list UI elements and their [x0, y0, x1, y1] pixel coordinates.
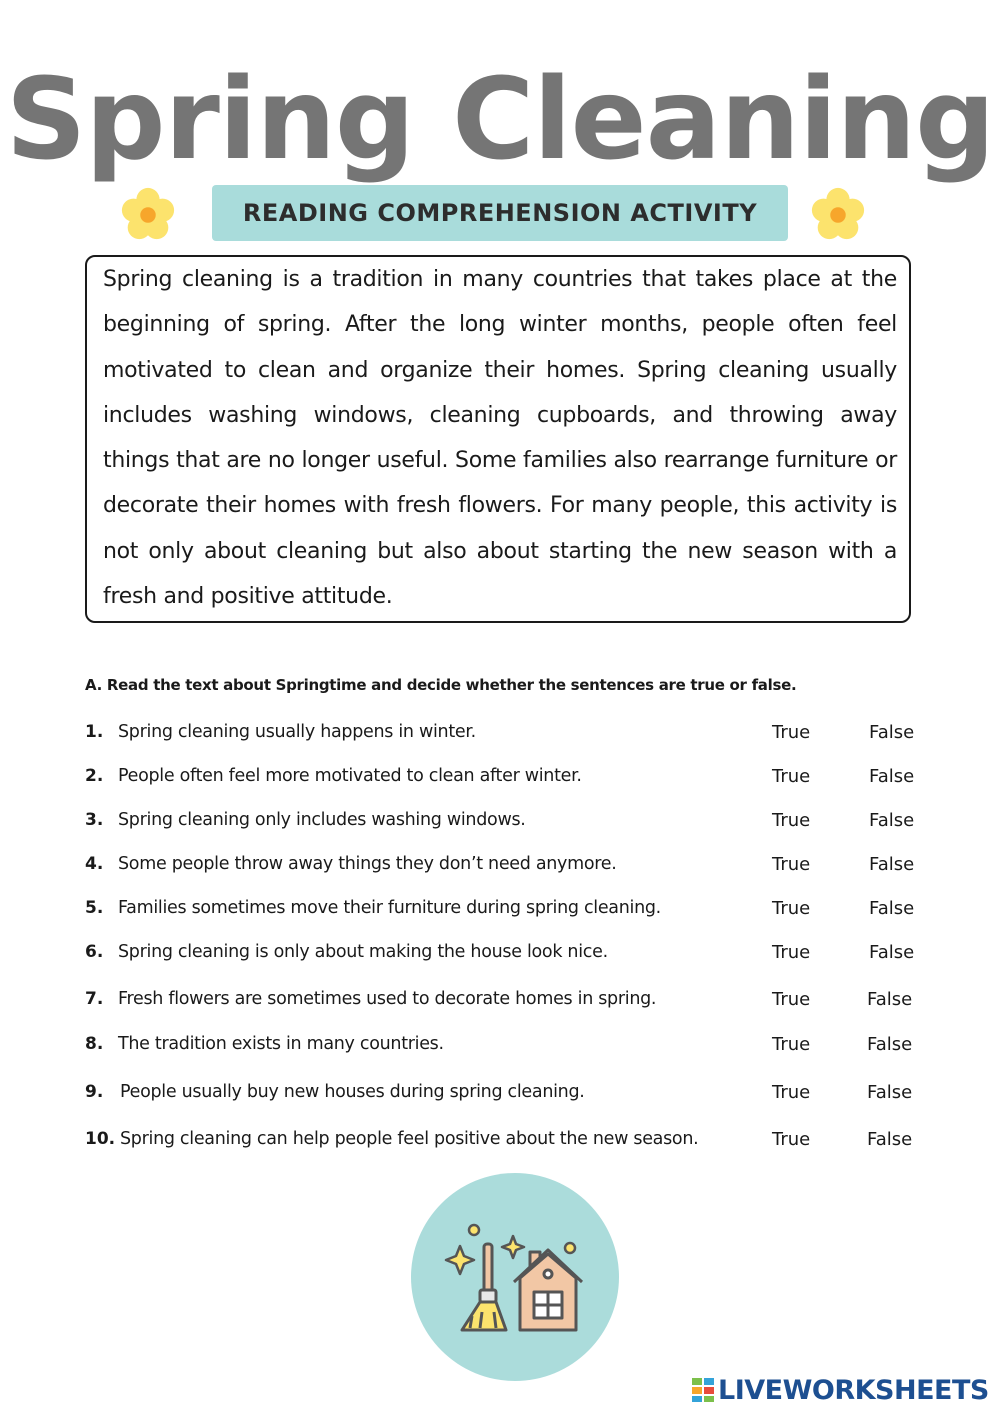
question-number: 5.	[85, 898, 104, 918]
subtitle-text: READING COMPREHENSION ACTIVITY	[242, 199, 758, 227]
question-text: The tradition exists in many countries.	[118, 1034, 444, 1054]
question-text: Fresh flowers are sometimes used to decorate homes in spring.	[118, 989, 657, 1009]
question-number: 2.	[85, 766, 104, 786]
question-number: 7.	[85, 989, 104, 1009]
question-text: Spring cleaning is only about making the house look nice.	[118, 942, 608, 962]
question-number: 3.	[85, 810, 104, 830]
exercise-instruction: A. Read the text about Springtime and decide whether the sentences are true or false.	[85, 676, 797, 694]
question-text: Spring cleaning only includes washing windows.	[118, 810, 526, 830]
question-row	[85, 898, 935, 928]
reading-passage-box	[85, 255, 911, 623]
true-option[interactable]: True	[772, 854, 811, 875]
question-number: 4.	[85, 854, 104, 874]
false-option[interactable]: False	[869, 766, 915, 787]
question-number: 9.	[85, 1082, 104, 1102]
true-option[interactable]: True	[772, 810, 811, 831]
true-option[interactable]: True	[772, 1034, 811, 1055]
true-option[interactable]: True	[772, 722, 811, 743]
flower-icon	[119, 186, 177, 244]
false-option[interactable]: False	[867, 1082, 913, 1103]
question-text: Some people throw away things they don’t need anymore.	[118, 854, 617, 874]
question-row	[85, 854, 935, 884]
true-option[interactable]: True	[772, 989, 811, 1010]
question-text: Spring cleaning can help people feel positive about the new season.	[120, 1129, 699, 1149]
question-row	[85, 810, 935, 840]
question-row	[85, 942, 935, 972]
page-title: Spring Cleaning	[5, 55, 995, 185]
question-text: Spring cleaning usually happens in winter.	[118, 722, 476, 742]
question-row	[85, 1129, 935, 1159]
true-option[interactable]: True	[772, 766, 811, 787]
liveworksheets-icon	[692, 1378, 714, 1402]
subtitle-banner	[212, 185, 788, 241]
false-option[interactable]: False	[869, 722, 915, 743]
false-option[interactable]: False	[869, 898, 915, 919]
true-option[interactable]: True	[772, 1129, 811, 1150]
true-option[interactable]: True	[772, 1082, 811, 1103]
false-option[interactable]: False	[867, 1129, 913, 1150]
brand-logo	[692, 1374, 989, 1406]
false-option[interactable]: False	[869, 810, 915, 831]
brand-name: LIVEWORKSHEETS	[718, 1374, 989, 1406]
false-option[interactable]: False	[867, 989, 913, 1010]
cleaning-illustration	[410, 1172, 620, 1382]
question-text: People often feel more motivated to clean after winter.	[118, 766, 582, 786]
question-row	[85, 766, 935, 796]
reading-passage: Spring cleaning is a tradition in many countries that takes place at the beginning of spring. After the long winter months, people often feel motivated to clean and organize their homes. Spring cleaning usually includes washing windows, cleaning cupboards, and throwing away things that are no longer useful. Some families also rearrange furniture or decorate their homes with fresh flowers. For many people, this activity is not only about cleaning but also about starting the new season with a fresh and positive attitude.	[103, 267, 897, 610]
question-number: 10.	[85, 1129, 116, 1149]
question-row	[85, 722, 935, 752]
false-option[interactable]: False	[869, 854, 915, 875]
illustration-circle	[411, 1173, 619, 1381]
question-text: Families sometimes move their furniture during spring cleaning.	[118, 898, 661, 918]
question-number: 6.	[85, 942, 104, 962]
true-option[interactable]: True	[772, 942, 811, 963]
question-row	[85, 1082, 935, 1112]
false-option[interactable]: False	[869, 942, 915, 963]
true-option[interactable]: True	[772, 898, 811, 919]
false-option[interactable]: False	[867, 1034, 913, 1055]
question-row	[85, 989, 935, 1019]
question-text: People usually buy new houses during spring cleaning.	[120, 1082, 585, 1102]
question-number: 8.	[85, 1034, 104, 1054]
question-row	[85, 1034, 935, 1064]
question-number: 1.	[85, 722, 104, 742]
flower-icon	[809, 186, 867, 244]
